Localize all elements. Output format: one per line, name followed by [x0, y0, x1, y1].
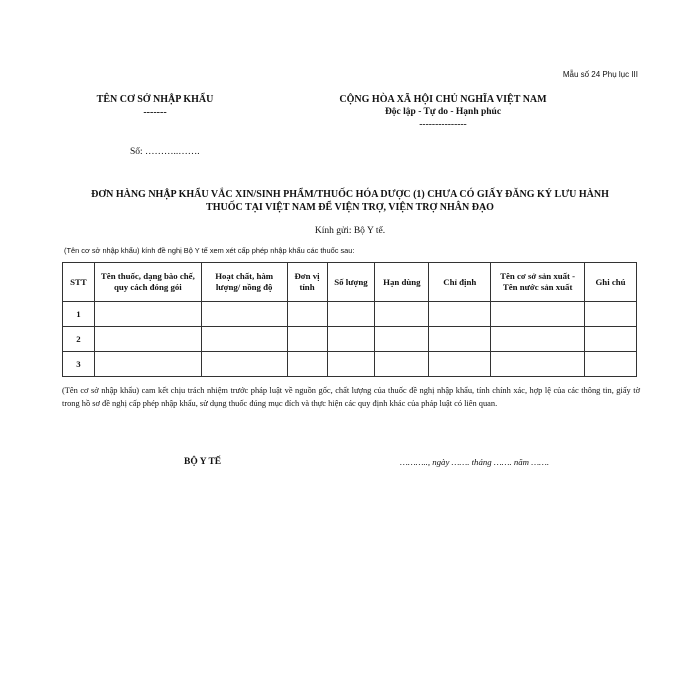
table-cell[interactable] [491, 352, 585, 377]
signature-date-line: ……….., ngày ……. tháng ……. năm ……. [400, 457, 550, 467]
row-number: 3 [63, 352, 95, 377]
table-cell[interactable] [375, 302, 429, 327]
table-cell[interactable] [94, 302, 201, 327]
title-line-2: THUỐC TẠI VIỆT NAM ĐỂ VIỆN TRỢ, VIỆN TRỢ NHÂN ĐẠO [206, 202, 494, 213]
national-motto: Độc lập - Tự do - Hạnh phúc [384, 107, 502, 117]
order-table [62, 262, 637, 377]
form-number: Mẫu số 24 Phụ lục III [562, 70, 638, 79]
table-cell[interactable] [429, 327, 491, 352]
table-row [63, 352, 637, 377]
issuer-header [70, 93, 240, 119]
col-header-stt: STT [63, 263, 95, 302]
col-header-notes: Ghi chú [585, 263, 637, 302]
table-cell[interactable] [429, 352, 491, 377]
country-name: CỘNG HÒA XÃ HỘI CHỦ NGHĨA VIỆT NAM [339, 94, 547, 105]
table-cell[interactable] [491, 327, 585, 352]
table-cell[interactable] [201, 302, 287, 327]
col-header-drug-name: Tên thuốc, dạng bào chế, quy cách đóng gói [94, 263, 201, 302]
col-header-manufacturer: Tên cơ sở sản xuất - Tên nước sản xuất [491, 263, 585, 302]
table-cell[interactable] [429, 302, 491, 327]
table-cell[interactable] [327, 302, 375, 327]
table-cell[interactable] [287, 352, 327, 377]
table-row [63, 327, 637, 352]
table-cell[interactable] [287, 327, 327, 352]
commitment-text: (Tên cơ sở nhập khẩu) cam kết chịu trách nhiệm trước pháp luật về nguồn gốc, chất lượng của thuốc đề nghị nhập khẩu, tính chính xác, hợp lệ của các thông tin, giấy tờ trong hồ sơ đề nghị cấp phép nhập khẩu, sử dụng thuốc đúng mục đích và thực hiện các quy định khác của pháp luật có liên quan. [62, 386, 640, 408]
table-cell[interactable] [491, 302, 585, 327]
addressee: Kính gửi: Bộ Y tế. [314, 226, 386, 236]
table-cell[interactable] [201, 327, 287, 352]
table-header-row [63, 263, 637, 302]
table-cell[interactable] [585, 352, 637, 377]
table-cell[interactable] [287, 302, 327, 327]
col-header-active-ingredient: Hoạt chất, hàm lượng/ nồng độ [201, 263, 287, 302]
row-number: 1 [63, 302, 95, 327]
row-number: 2 [63, 327, 95, 352]
table-cell[interactable] [585, 327, 637, 352]
issuer-name: TÊN CƠ SỞ NHẬP KHẨU [96, 94, 214, 105]
col-header-quantity: Số lượng [327, 263, 375, 302]
table-cell[interactable] [94, 352, 201, 377]
table-cell[interactable] [201, 352, 287, 377]
table-cell[interactable] [327, 352, 375, 377]
document-title [40, 188, 660, 214]
intro-text: (Tên cơ sở nhập khẩu) kính đề nghị Bộ Y tế xem xét cấp phép nhập khẩu các thuốc sau: [64, 246, 355, 255]
signature-authority: BỘ Y TẾ [184, 457, 222, 467]
table-cell[interactable] [375, 327, 429, 352]
document-number: Số: ………..……. [130, 147, 200, 157]
col-header-unit: Đơn vị tính [287, 263, 327, 302]
issuer-divider: ------- [143, 107, 167, 118]
motto-divider: --------------- [419, 120, 467, 130]
table-cell[interactable] [94, 327, 201, 352]
national-header [300, 93, 586, 132]
table-cell[interactable] [375, 352, 429, 377]
title-line-1: ĐƠN HÀNG NHẬP KHẨU VẮC XIN/SINH PHẨM/THUỐC HÓA DƯỢC (1) CHƯA CÓ GIẤY ĐĂNG KÝ LƯU HÀNH [91, 189, 609, 200]
table-cell[interactable] [585, 302, 637, 327]
table-row [63, 302, 637, 327]
table-cell[interactable] [327, 327, 375, 352]
col-header-indication: Chỉ định [429, 263, 491, 302]
col-header-expiry: Hạn dùng [375, 263, 429, 302]
